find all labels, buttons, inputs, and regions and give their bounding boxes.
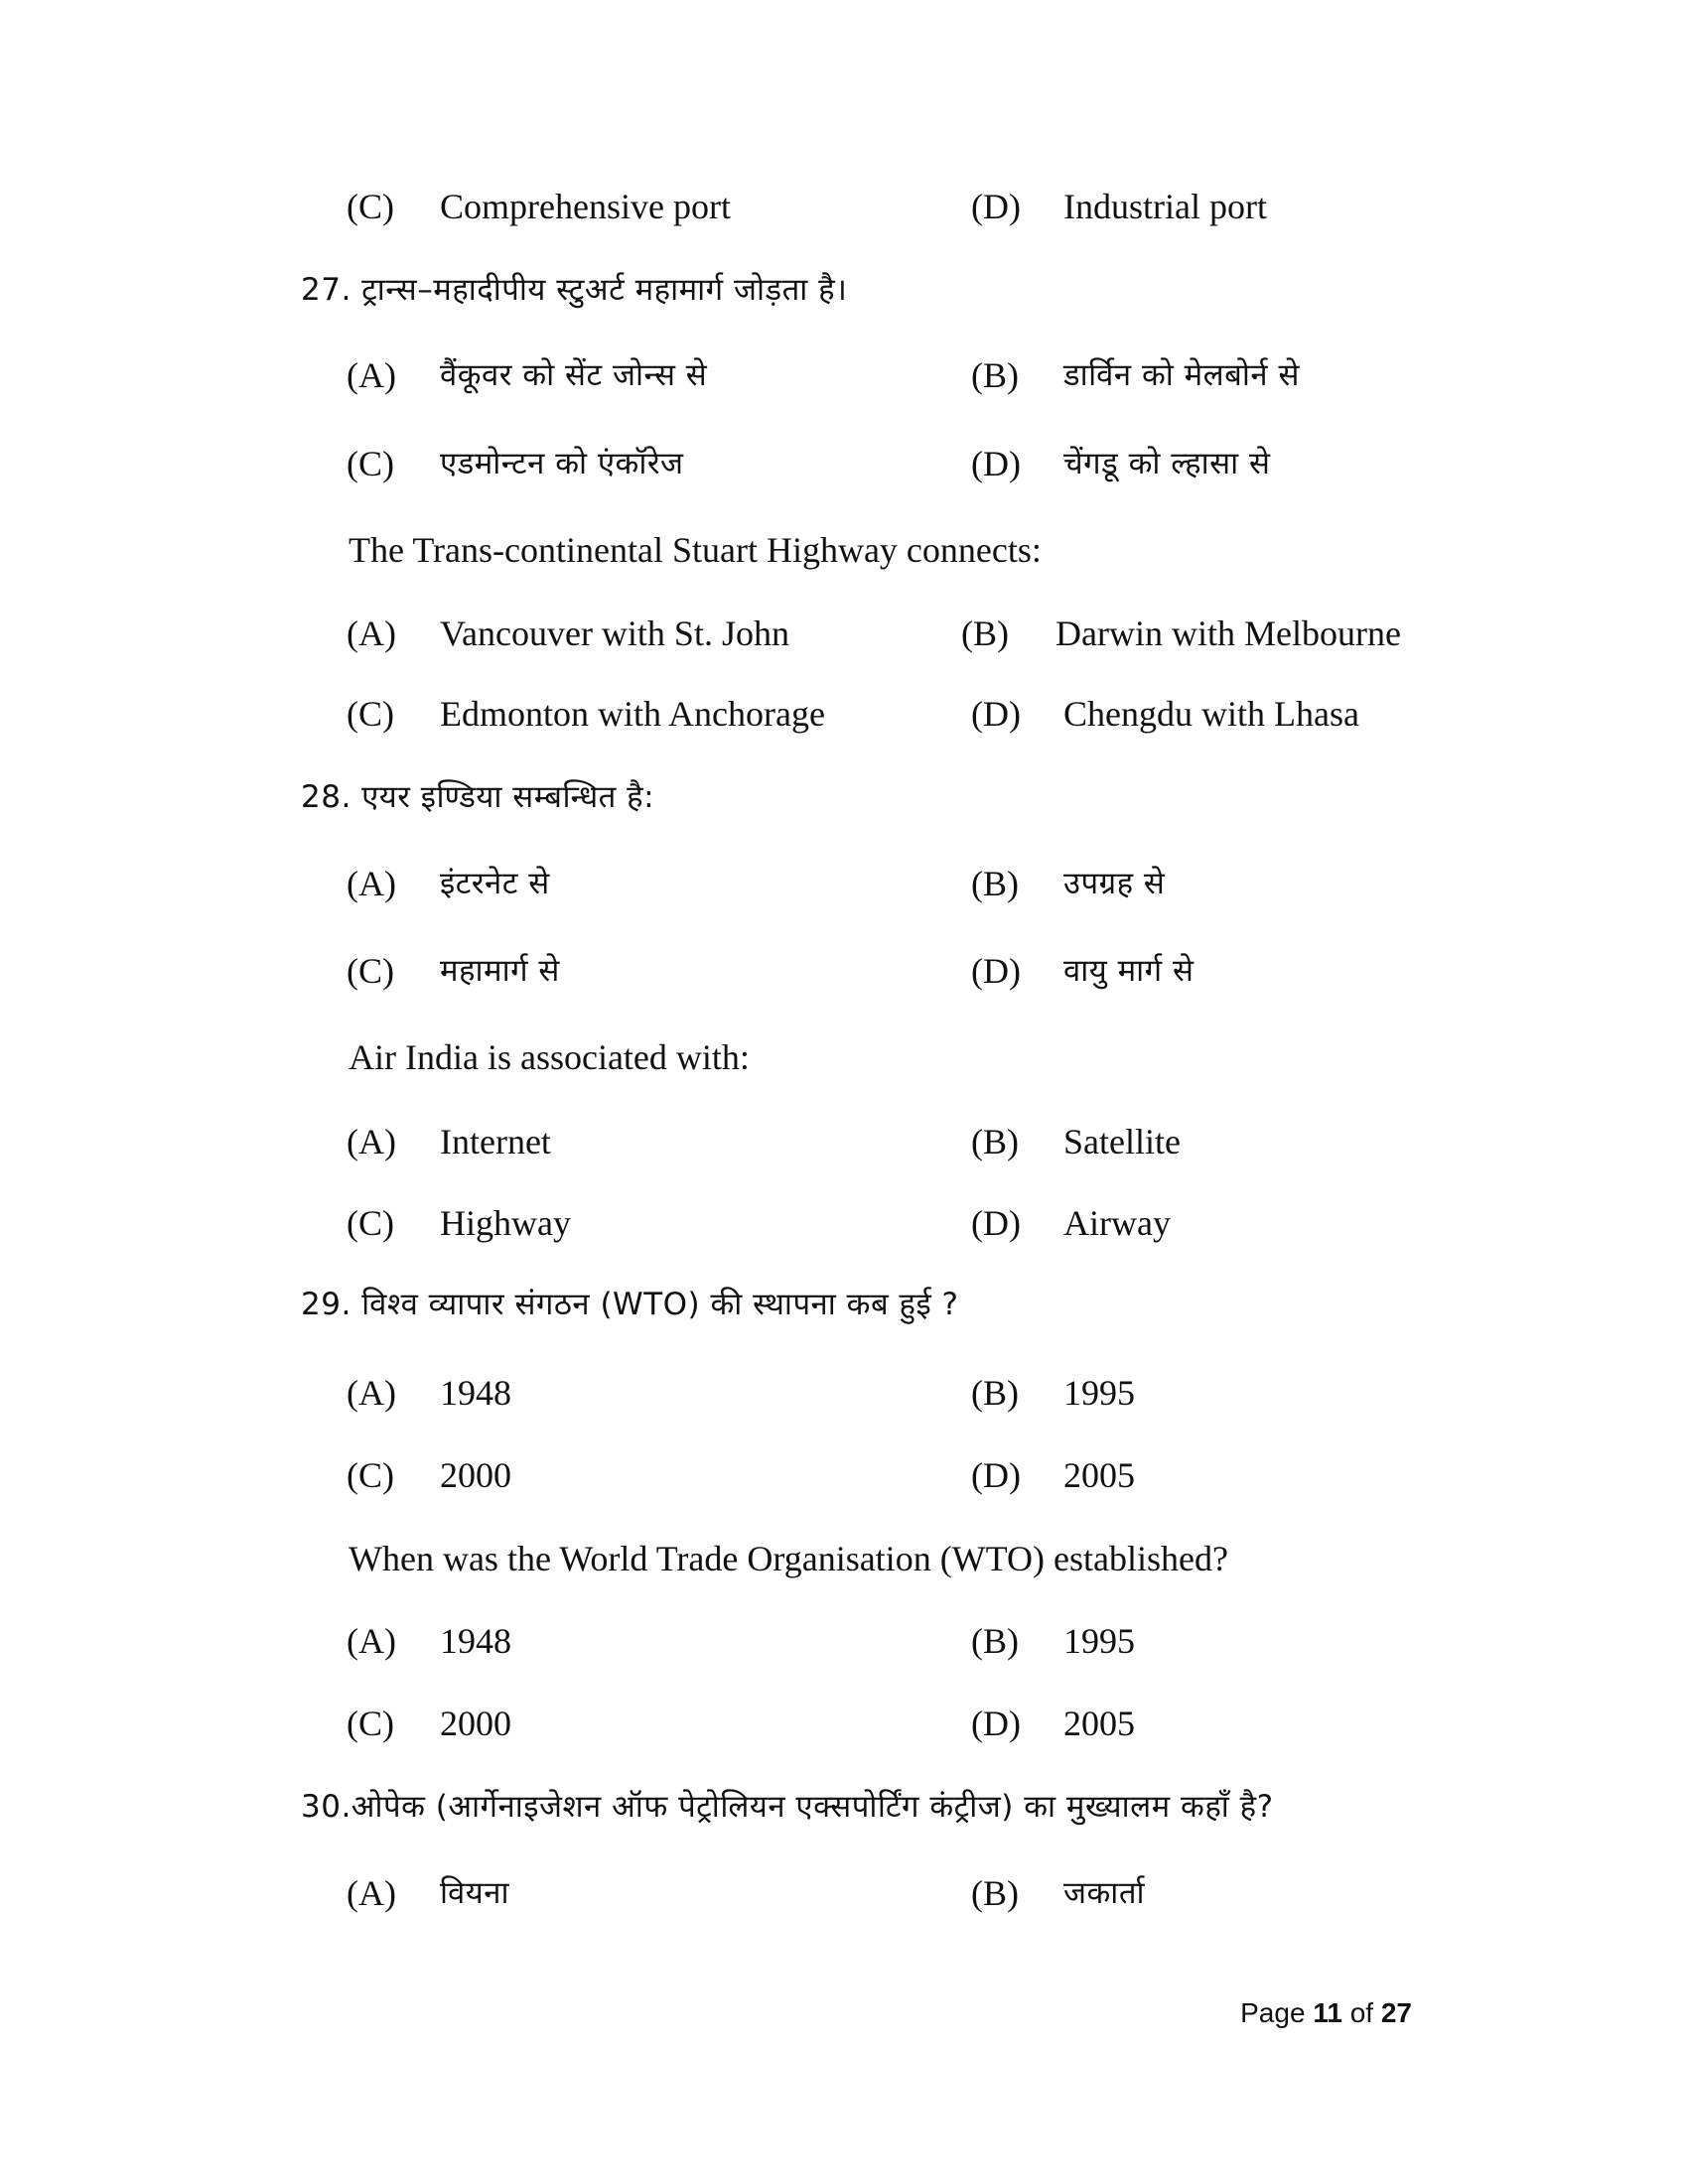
option-label: (D) — [971, 694, 1021, 734]
option-label: (A) — [347, 1621, 396, 1661]
option-text: वायु मार्ग से — [1063, 953, 1195, 989]
option-text: Internet — [440, 1122, 551, 1161]
option-text: Comprehensive port — [440, 187, 731, 226]
option-label: (C) — [347, 1704, 394, 1743]
option-label: (C) — [347, 187, 394, 226]
option-label: (D) — [971, 1203, 1021, 1243]
option-label: (B) — [971, 355, 1019, 395]
option-text: महामार्ग से — [440, 953, 560, 989]
question-28-english: Air India is associated with: — [349, 1037, 750, 1077]
option-text: चेंगडू को ल्हासा से — [1063, 446, 1271, 481]
option-label: (B) — [971, 1122, 1019, 1161]
question-30-hindi: 30.ओपेक (आर्गेनाइजेशन ऑफ पेट्रोलियन एक्सपोर्टिंग कंट्रीज) का मुख्यालम कहाँ है? — [301, 1789, 1274, 1825]
option-label: (C) — [347, 694, 394, 734]
option-text: 1948 — [440, 1621, 511, 1661]
question-29-hindi: 29. विश्व व्यापार संगठन (WTO) की स्थापना कब हुई ? — [301, 1287, 959, 1322]
option-text: 1948 — [440, 1373, 511, 1413]
current-page: 11 — [1313, 1997, 1342, 2028]
question-29-english: When was the World Trade Organisation (WTO) established? — [349, 1539, 1228, 1578]
option-text: 2005 — [1063, 1704, 1135, 1743]
question-27-hindi: 27. ट्रान्स–महादीपीय स्टुअर्ट महामार्ग जोड़ता है। — [301, 272, 848, 308]
option-label: (A) — [347, 355, 396, 395]
option-label: (B) — [971, 864, 1019, 903]
option-label: (D) — [971, 1704, 1021, 1743]
option-text: Airway — [1063, 1203, 1171, 1243]
option-label: (A) — [347, 614, 396, 653]
option-label: (A) — [347, 864, 396, 903]
option-label: (B) — [961, 614, 1009, 653]
option-label: (C) — [347, 951, 394, 991]
option-label: (D) — [971, 444, 1021, 483]
option-text: Satellite — [1063, 1122, 1181, 1161]
option-text: इंटरनेट से — [440, 866, 550, 901]
page-number — [1240, 1997, 1412, 2029]
of-word: of — [1349, 1997, 1374, 2028]
option-label: (C) — [347, 1455, 394, 1495]
option-text: Chengdu with Lhasa — [1063, 694, 1359, 734]
option-label: (D) — [971, 187, 1021, 226]
option-text: वैंकूवर को सेंट जोन्स से — [440, 357, 708, 393]
option-text: Industrial port — [1063, 187, 1267, 226]
option-label: (A) — [347, 1122, 396, 1161]
option-label: (C) — [347, 444, 394, 483]
option-text: 1995 — [1063, 1621, 1135, 1661]
question-28-hindi: 28. एयर इण्डिया सम्बन्धित है: — [301, 779, 655, 815]
option-text: 1995 — [1063, 1373, 1135, 1413]
option-text: 2000 — [440, 1455, 511, 1495]
option-label: (D) — [971, 1455, 1021, 1495]
option-text: Vancouver with St. John — [440, 614, 789, 653]
option-text: उपग्रह से — [1063, 866, 1166, 901]
option-text: Edmonton with Anchorage — [440, 694, 825, 734]
option-label: (C) — [347, 1203, 394, 1243]
option-label: (A) — [347, 1873, 396, 1913]
page-word: Page — [1240, 1997, 1306, 2028]
option-label: (D) — [971, 951, 1021, 991]
total-pages: 27 — [1380, 1997, 1412, 2028]
option-text: डार्विन को मेलबोर्न से — [1063, 357, 1300, 393]
option-label: (B) — [971, 1873, 1019, 1913]
option-text: Highway — [440, 1203, 571, 1243]
question-27-english: The Trans-continental Stuart Highway connects: — [349, 530, 1042, 570]
option-text: वियना — [440, 1875, 509, 1911]
option-label: (B) — [971, 1373, 1019, 1413]
option-text: Darwin with Melbourne — [1055, 614, 1401, 653]
option-text: जकार्ता — [1063, 1875, 1146, 1911]
option-label: (B) — [971, 1621, 1019, 1661]
option-text: 2005 — [1063, 1455, 1135, 1495]
option-text: 2000 — [440, 1704, 511, 1743]
option-label: (A) — [347, 1373, 396, 1413]
option-text: एडमोन्टन को एंकॉरेज — [440, 446, 684, 481]
